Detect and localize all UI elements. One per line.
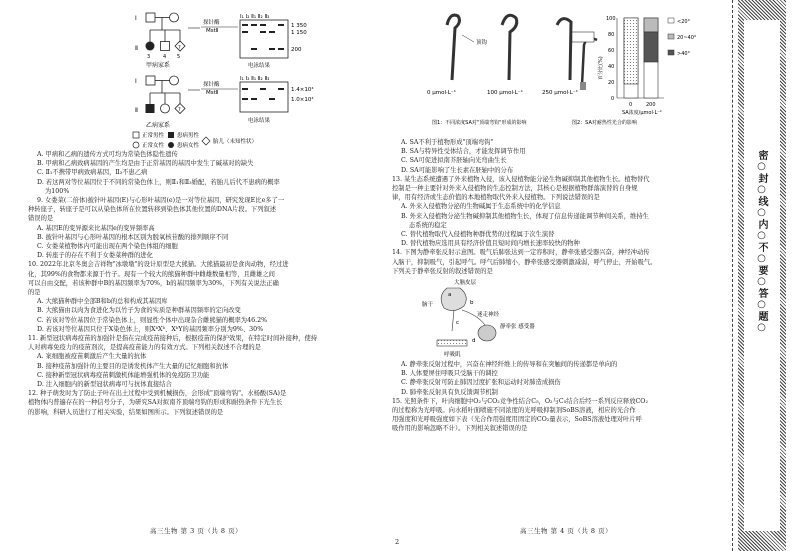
reflex-diagram (392, 276, 722, 360)
right-footer: 高三生物 第 4 页（共 8 页） (520, 527, 613, 535)
left-text-line: B. 披针叶基因与心形叶基因的根本区别为脱氧核苷酸的排列顺序不同 (37, 233, 229, 241)
binding-char: 答 (756, 288, 767, 299)
pedigree-family-a (135, 13, 185, 69)
mark-b: b (470, 300, 474, 307)
legend-gt40: >40° (677, 51, 691, 57)
right-text-2-line: 吸作用的影响忽略不计）。下列相关叙述错误的是 (392, 425, 528, 433)
right-text-line: 入脑干，抑制吸气，引起呼气。呼气后肺缩小，静牵张感受器刺激减弱，呼气停止，开始吸气。 (392, 258, 657, 266)
probe-box-b (188, 80, 238, 96)
right-text-line: A. SA不利于植物形成"顶端弯钩" (401, 139, 494, 146)
right-text-line: 控制是一种主要针对外来入侵植物的生态控制方法，其核心是根据植物群落演替的自身规 (392, 185, 638, 193)
electro-label-a: 电泳结果 (248, 63, 271, 69)
binding-circle-icon: ○ (756, 184, 767, 196)
svg-text:4: 4 (163, 54, 167, 60)
left-text-line: A. 甲病和乙病的遗传方式可均为常染色体隐性遗传 (37, 151, 178, 158)
sa-bar-chart (597, 16, 697, 116)
svg-text:?: ? (178, 45, 181, 51)
electrophoresis-b (240, 76, 314, 124)
right-text-line: 14. 下图为静牵张反射示意图。吸气后肺张达到一定容积时，静牵张感受器兴奋，神经冲动传 (392, 249, 650, 257)
family-a-label: 甲病家系 (146, 62, 171, 69)
left-text-line: 的是 (28, 289, 41, 297)
left-text-line: 为100% (45, 187, 70, 195)
binding-text (752, 150, 770, 334)
left-text-line: 的影响，科研人员进行了相关实验，结果如图所示。下列叙述错误的是 (28, 408, 224, 416)
right-text-2-line: D. 肺牵张反射具有负反馈调节机制 (401, 388, 498, 396)
electro-label-b: 电泳结果 (248, 118, 271, 124)
left-text-line: 9. 女娄菜(二倍体)披针叶基因(E)与心形叶基因(e)是一对等位基因，研究发现E比e多了一 (37, 197, 285, 205)
left-text-line: 可以自由交配，若该种群中B的基因频率为70%，b的基因频率为30%，下列有关说法正确 (28, 279, 279, 287)
left-text-block (28, 150, 373, 417)
ytick-80: 80 (608, 32, 615, 38)
reflex-naogan: 脑干 (422, 302, 434, 309)
ytick-60: 60 (608, 48, 615, 54)
probe-box-a (188, 18, 238, 34)
left-text-line: B. 大熊猫由以肉为食进化为以竹子为食的实质是种群基因频率的定向改变 (37, 307, 241, 315)
gen-label-2b: Ⅱ (135, 107, 138, 114)
binding-char: 不 (756, 242, 767, 253)
pedigree-family-b (135, 76, 185, 129)
right-text-2-line: A. 静牵张反射过程中，兴奋在神经纤维上的传导和在突触间的传递都是单向的 (401, 361, 618, 369)
left-text-line: 人对病毒免疫力的疫苗剂次，是提高疫苗能力的有效方式。下列相关叙述不合理的是 (28, 344, 261, 352)
svg-text:5: 5 (177, 54, 181, 60)
svg-text:3: 3 (147, 54, 151, 60)
reflex-nerve: 迷走神经 (477, 312, 500, 319)
binding-char: 题 (756, 311, 767, 322)
binding-circle-icon: ○ (756, 299, 767, 311)
right-text-line: 13. 某生态系统遭遇了外来植物入侵，该入侵植物能分泌生物碱抑制其他植物生长。植物替代 (392, 175, 650, 183)
legend-normal-male: 正常男性 (142, 133, 165, 139)
binding-char: 要 (756, 265, 767, 276)
family-b-label: 乙病家系 (146, 122, 171, 129)
reflex-cortex: 大脑皮层 (454, 280, 477, 287)
binding-circle-icon: ○ (756, 322, 767, 334)
left-column (28, 10, 373, 417)
enzyme-label-a: MstⅡ (206, 28, 219, 34)
probe-label-a: 探针酶 (203, 20, 220, 26)
legend-affected-female: 患病女性 (177, 143, 200, 149)
ytick-20: 20 (608, 80, 615, 86)
conc-label-0: 0 μmol·L⁻¹ (427, 90, 456, 96)
page-number: 2 (395, 538, 400, 546)
left-text-line: 11. 新型冠状病毒疫苗的加强针是指在完成疫苗接种后，根据疫苗的保护效果，在特定时间补接种，使持 (28, 335, 318, 343)
ytick-0: 0 (611, 96, 615, 102)
left-text-line: C. Ⅱ₁不携带甲病致病基因，Ⅱ₃不患乙病 (37, 169, 148, 177)
left-text-line: D. 注入细胞内的新型冠状病毒可与抗体直接结合 (37, 381, 172, 389)
conc-label-250: 250 μmol·L⁻¹ (542, 90, 578, 96)
left-text-line: 错误的是 (28, 215, 54, 223)
right-text-line: B. SA与特异性受体结合，才能发挥调节作用 (401, 148, 526, 156)
binding-char: 线 (756, 196, 767, 207)
binding-char: 封 (756, 173, 767, 184)
legend-20-40: 20~40° (677, 35, 697, 41)
left-text-line: 化，其99%的食物都来源于竹子。现有一个较大的熊猫种群中雌雄数量相等，且雌雄之间 (28, 270, 275, 278)
right-text-block-2 (392, 360, 727, 434)
sa-figure (392, 10, 722, 138)
ytick-100: 100 (606, 16, 616, 22)
enzyme-label-b: MstⅡ (206, 90, 219, 96)
caption-fig1: 图1：不同浓度SA对"顶端弯钩"形成的影响 (432, 120, 527, 126)
hook-label: 顶钩 (476, 40, 488, 46)
legend-normal-female: 正常女性 (142, 143, 165, 149)
left-text-line: C. 接种新型冠状病毒疫苗刺激机体能增强机体的免疫防卫功能 (37, 371, 210, 379)
right-text-line: 态系统的稳定 (409, 221, 447, 229)
ytick-40: 40 (608, 64, 615, 70)
reflex-receptor: 静牵张 感受器 (500, 324, 535, 331)
xtick-200: 200 (646, 102, 656, 108)
right-text-line: A. 外来入侵植物分泌的生物碱属于生态系统中的化学信息 (401, 203, 561, 211)
band-b-1: 1.4×10⁴ (291, 87, 314, 93)
binding-circle-icon: ○ (756, 161, 767, 173)
left-text-line: B. 甲病和乙病致病基因的产生均是由于正常基因的基因中发生了碱基对的缺失 (37, 160, 254, 168)
binding-strip (726, 0, 794, 551)
binding-circle-icon: ○ (756, 276, 767, 288)
right-text-2-line: 的过程称为光呼吸。向水稻叶面喷施不同浓度的光呼吸抑制剂SoBS溶液，相应的光合作 (392, 407, 636, 415)
chart-xlabel: SA浓度/μmol·L⁻¹ (622, 110, 662, 116)
lanes-header-b: Ⅰ₁ Ⅰ₂ Ⅱ₁ Ⅱ₂ Ⅱ₃ (240, 76, 270, 82)
svg-text:?: ? (178, 107, 181, 113)
left-text-line: A. 大熊猫种群中全部B和b的总和构成其基因库 (37, 298, 168, 306)
right-text-line: 律，用有经济或生态价值的本地植物取代外来入侵植物。下列说法错误的是 (392, 194, 600, 202)
hook-seedlings (427, 15, 597, 96)
legend-lt20: <20° (677, 19, 691, 25)
left-text-line: A. 案细胞被疫苗刺激后产生大量的抗体 (37, 353, 147, 361)
binding-circle-icon: ○ (756, 253, 767, 265)
right-text-line: D. 替代植物应选用具有经济价值且短时间内增长速率较快的物种 (401, 240, 580, 248)
caption-fig2: 图2：SA对耐热性光合的影响 (572, 120, 637, 126)
right-text-line: C. 替代植物取代入侵植物种群优势的过程属于次生演替 (401, 231, 555, 239)
right-text-2-line: C. 静牵张反射可防止肺因过度扩张和运动时对肺造成损伤 (401, 379, 561, 387)
right-column (392, 10, 727, 434)
binding-circle-icon: ○ (756, 207, 767, 219)
right-text-line: B. 外来入侵植物分泌生物碱抑制其他植物生长，体现了信息传递能调节种间关系，维持生 (401, 212, 649, 220)
left-text-line: C. 若该对等位基因位于常染色体上，则显性个体中出现杂合雌熊猫的概率为46.2% (37, 316, 268, 324)
probe-label-b: 探针酶 (203, 82, 220, 88)
left-text-line: 植物体内普遍存在的一种信号分子，为研究SA对拟南芥顶端弯钩的形成和耐热条件下光生长 (28, 399, 283, 407)
left-text-line: 12. 种子萌发时为了防止子叶在出土过程中受到机械损伤，会形成"顶端弯钩"。水杨酸(SA)是 (28, 390, 287, 398)
right-text-line: C. SA可促进拟南芥胚轴向光弯曲生长 (401, 157, 507, 165)
legend-affected-male: 患病男性 (177, 133, 200, 139)
band-b-2: 1.0×10⁴ (291, 97, 314, 103)
mark-d: d (472, 338, 476, 345)
pedigree-figure (28, 10, 373, 150)
left-text-line: D. 若这两对等位基因位于不同的常染色体上，则Ⅱ₁和Ⅱ₃婚配，若胎儿后代不患病的概率 (37, 178, 280, 186)
left-text-line: D. 若该对等位基因只位于X染色体上，则XᵇXᵇ、XᵇY的基因频率分别为9%、30% (37, 325, 264, 333)
right-text-line: 下列关于静牵张反射的叙述错误的是 (392, 267, 493, 275)
left-text-line: 种转座子，转座子是可以从染色体所在位置转移到染色体其他位置的DNA片段。下列叙述 (28, 206, 277, 214)
left-text-line: B. 接种疫苗加强针的主要目的是诱发机体产生大量的记忆细胞和抗体 (37, 362, 229, 370)
left-footer: 高三生物 第 3 页（共 8 页） (150, 527, 243, 535)
binding-char: 内 (756, 219, 767, 230)
legend-fetus: 胎儿（未知性状） (213, 139, 258, 145)
left-text-line: 10. 2022年北京冬奥会吉祥物"冰墩墩"的设计原型是大熊猫。大熊猫最初是食肉动物，经过进 (28, 261, 289, 269)
left-text-line: A. 基因E的变异源来比基因e的变异频率高 (37, 224, 155, 232)
electrophoresis-a (240, 14, 307, 69)
right-text-2-line: 15. 光照条件下，叶肉细胞中O₂与CO₂竞争性结合C₅，O₂与C₅结合后经一系列反应释放CO₂ (392, 397, 648, 405)
pedigree-legend (133, 131, 257, 149)
mark-c: c (456, 320, 460, 327)
right-text-line: D. SA可能影响了生长素在胚轴中的分布 (401, 166, 514, 174)
binding-char: 密 (756, 150, 767, 161)
left-text-line: C. 女娄菜植物体内可能出现在两个染色体组的细胞 (37, 243, 178, 251)
binding-circle-icon: ○ (756, 230, 767, 242)
band-a-1: 1 350 (291, 23, 307, 29)
reflex-breath: 呼吸肌 (444, 352, 461, 359)
lanes-header-a: Ⅰ₁ Ⅰ₂ Ⅱ₁ Ⅱ₂ Ⅱ₃ (240, 14, 270, 20)
right-text-block (392, 138, 727, 276)
chart-ylabel: 百分比(%) (598, 56, 604, 80)
right-text-2-line: B. 人体要屏住呼吸只受脑干的调控 (401, 370, 498, 378)
gen-label-2a: Ⅱ (135, 45, 138, 52)
mark-a: a (448, 292, 452, 299)
band-a-2: 1 150 (291, 30, 307, 36)
gen-label-1a: Ⅰ (135, 15, 137, 22)
left-text-line: D. 转座子的存在不利于女娄菜种群的进化 (37, 252, 153, 260)
conc-label-100: 100 μmol·L⁻¹ (487, 90, 523, 96)
gen-label-1b: Ⅰ (135, 78, 137, 85)
right-text-2-line: 用强度和光呼吸强度如下表（光合作用强度用固定的CO₂量表示，SoBS溶液处理对叶片呼 (392, 416, 642, 424)
xtick-0: 0 (629, 102, 633, 108)
band-a-3: 200 (291, 47, 302, 53)
